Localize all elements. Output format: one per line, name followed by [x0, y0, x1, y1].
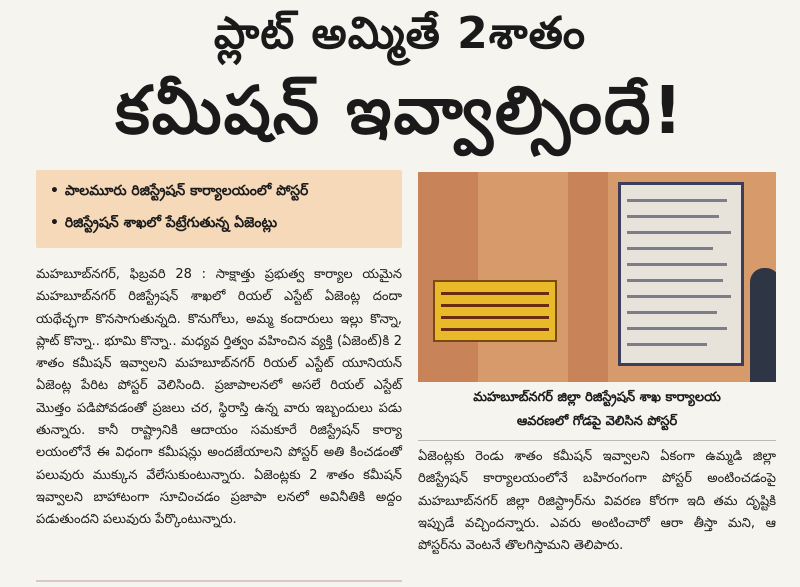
bullet-item-2: [50, 212, 277, 234]
caption-line-2: ఆవరణలో గోడపై వెలిసిన పోస్టర్: [516, 414, 678, 429]
highlight-box: [36, 170, 402, 248]
bullet-text: రిజిస్ట్రేషన్ శాఖలో పేట్రేగుతున్న ఏజెంట్లు: [64, 215, 278, 231]
wall-pillar: [418, 172, 478, 382]
caption-line-1: మహబూబ్‌నగర్ జిల్లా రిజిస్ట్రేషన్ శాఖ కార్యాలయ: [473, 390, 721, 405]
headline-line-1: ప్లాట్ అమ్మితే 2శాతం: [213, 8, 587, 59]
bottom-divider: [36, 580, 402, 582]
article-body-left: మహబూబ్‌నగర్, ఫిబ్రవరి 28 : సాక్షాత్తు ప్రభుత్వ కార్యాల యమైన మహబూబ్‌నగర్ రిజిస్ట్రేషన్ శాఖలో రియల్ ఎస్టేట్ ఏజెంట్ల దందా యథేచ్ఛగా కొనసాగుతున్నది. కొనుగోలు, అమ్మ కందారులు ఇల్లు కొన్నా, ప్లాట్ కొన్నా.. భూమి కొన్నా.. మధ్యవ ర్తిత్వం వహించిన వ్యక్తి (ఏజెంట్)కి 2 శాతం కమీషన్ ఇవ్వాలని మహబూబ్‌నగర్ రియల్ ఎస్టేట్ యూనియన్ ఏజెంట్ల పేరిట పోస్టర్ వెలిసింది. ప్రజాపాలనలో అసలే రియల్ ఎస్టేట్ మొత్తం పడిపోవడంతో ప్రజలు చర, స్థిరాస్తి ఉన్న వారు ఇబ్బందులు పడు తున్నారు. కానీ రాష్ట్రానికి ఆదాయం సమకూరే రిజిస్ట్రేషన్ కార్యా లయంలోనే ఈ విధంగా కమీషన్లు అందజేయాలని పోస్టర్ అతి కించడంతో పలువురు ముక్కున వేలేసుకుంటున్నారు. ఏజెంట్లకు 2 శాతం కమీషన్ ఇవ్వాలని బాహాటంగా సూచించడం ప్రజాపా లనలో అవినీతికి అద్దం పడుతుందని పలువురు పేర్కొంటున్నారు.: [36, 267, 402, 528]
person-silhouette: [750, 268, 776, 382]
photo-caption: [418, 386, 776, 434]
bullet-marker: •: [50, 215, 59, 231]
notice-board: [618, 182, 744, 366]
bullet-text: పాలమూరు రిజిస్ట్రేషన్ కార్యాలయంలో పోస్టర్: [64, 183, 309, 199]
bullet-item-1: [50, 180, 308, 202]
news-photo: [418, 172, 776, 382]
caption-divider: [418, 440, 776, 441]
headline-line-2: కమీషన్ ఇవ్వాల్సిందే!: [115, 72, 685, 149]
bullet-marker: •: [50, 183, 59, 199]
yellow-poster: [433, 280, 557, 342]
wall-pillar: [568, 172, 608, 382]
article-body-right: ఏజెంట్లకు రెండు శాతం కమీషన్ ఇవ్వాలని ఏకంగా ఉమ్మడి జిల్లా రిజిస్ట్రేషన్ కార్యాలయంలోనే బహిరంగంగా పోస్టర్ అంటించడంపై మహబూబ్‌నగర్ జిల్లా రిజిస్ట్రార్‌ను వివరణ కోరగా ఇది తమ దృష్టికి ఇప్పుడే వచ్చిందన్నారు. ఎవరు అంటించారో ఆరా తీస్తా మని, ఆ పోస్టర్‌ను వెంటనే తొలగిస్తామని తెలిపారు.: [418, 449, 776, 554]
